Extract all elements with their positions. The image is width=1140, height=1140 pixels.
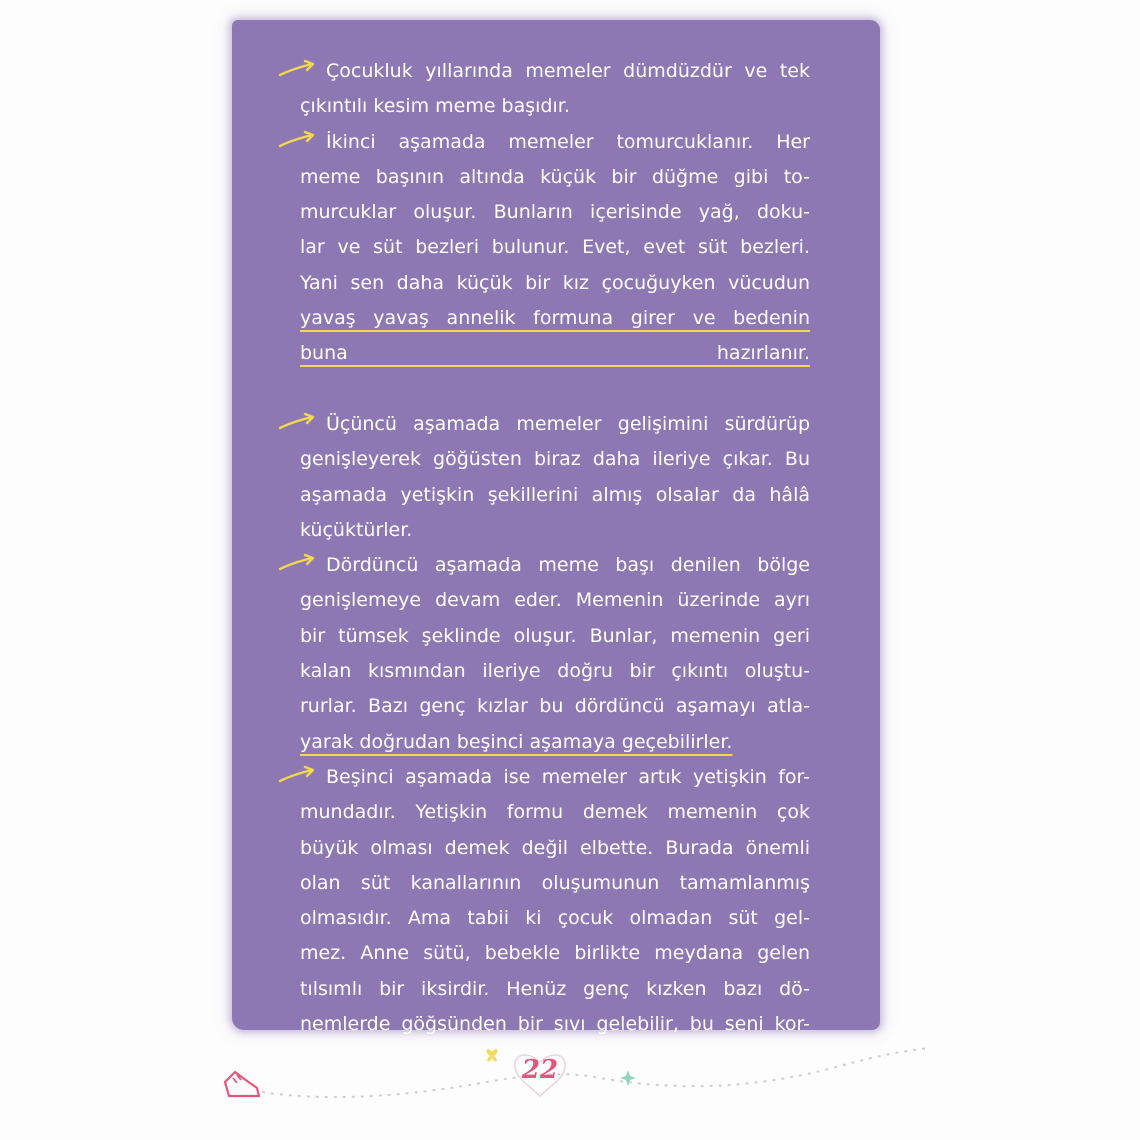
text-line: Yani sen daha küçük bir kız çocuğuyken vücudun bbox=[300, 271, 810, 294]
sparkle-icon bbox=[620, 1070, 636, 1086]
page-number: 22 bbox=[521, 1055, 559, 1085]
text-line: bir tümsek şeklinde oluşur. Bunlar, memenin geri bbox=[300, 624, 810, 647]
arrow-icon bbox=[278, 411, 318, 433]
paragraph-2 bbox=[300, 125, 810, 407]
arrow-icon bbox=[278, 764, 318, 786]
text-line: genişleyerek göğüsten biraz daha ileriye çıkar. Bu bbox=[300, 448, 810, 471]
highlighted-text: yarak doğrudan beşinci aşamaya geçebilirler. bbox=[300, 730, 733, 753]
arrow-icon bbox=[278, 129, 318, 151]
highlighted-line bbox=[300, 372, 810, 407]
text-line: küçüktürler. bbox=[300, 518, 413, 541]
text-line: kalan kısmından ileriye doğru bir çıkıntı oluştu- bbox=[300, 660, 810, 683]
text-line: nemlerde göğsünden bir sıvı gelebilir, bu seni kor- bbox=[300, 1013, 810, 1036]
text-line: murcuklar oluşur. Bunların içerisinde yağ, doku- bbox=[300, 201, 810, 224]
paragraph-4 bbox=[300, 548, 810, 760]
text-line: mez. Anne sütü, bebekle birlikte meydana gelen bbox=[300, 942, 810, 965]
text-line: lar ve süt bezleri bulunur. Evet, evet süt bezleri. bbox=[300, 236, 810, 259]
text-line: çıkıntılı kesim meme başıdır. bbox=[300, 95, 570, 118]
text-line: meme başının altında küçük bir düğme gibi to- bbox=[300, 165, 810, 188]
text-line: Dördüncü aşamada meme başı denilen bölge bbox=[326, 554, 810, 577]
text-line: aşamada yetişkin şekillerini almış olsalar da hâlâ bbox=[300, 483, 810, 506]
dotted-trail bbox=[262, 1048, 930, 1097]
arrow-icon bbox=[278, 58, 318, 80]
text-line: İkinci aşamada memeler tomurcuklanır. Her bbox=[326, 130, 810, 153]
text-line: rurlar. Bazı genç kızlar bu dördüncü aşamayı atla- bbox=[300, 695, 810, 718]
text-block bbox=[300, 54, 810, 1042]
highlighted-line bbox=[300, 725, 810, 760]
text-line: Çocukluk yıllarında memeler dümdüzdür ve tek bbox=[326, 60, 810, 82]
paragraph-5 bbox=[300, 760, 810, 1042]
highlighted-line: yavaş yavaş annelik formuna girer ve bedenin bbox=[300, 307, 810, 330]
text-line: büyük olması demek değil elbette. Burada önemli bbox=[300, 836, 810, 859]
paragraph-3 bbox=[300, 407, 810, 548]
text-line: tılsımlı bir iksirdir. Henüz genç kızken bazı dö- bbox=[300, 977, 810, 1000]
text-line: Üçüncü aşamada memeler gelişimini sürdürüp bbox=[326, 412, 810, 435]
highlighted-line: buna hazırlanır. bbox=[300, 342, 810, 365]
butterfly-icon bbox=[487, 1049, 498, 1062]
shoe-icon bbox=[225, 1072, 259, 1096]
text-line: genişlemeye devam eder. Memenin üzerinde ayrı bbox=[300, 589, 810, 612]
text-line: mundadır. Yetişkin formu demek memenin çok bbox=[300, 801, 810, 824]
text-line: Beşinci aşamada ise memeler artık yetişkin for- bbox=[326, 765, 810, 788]
text-line: olmasıdır. Ama tabii ki çocuk olmadan süt gel- bbox=[300, 907, 810, 930]
text-line: olan süt kanallarının oluşumunun tamamlanmış bbox=[300, 871, 810, 894]
footer-decoration bbox=[0, 1030, 1140, 1140]
paragraph-1 bbox=[300, 54, 810, 125]
arrow-icon bbox=[278, 552, 318, 574]
